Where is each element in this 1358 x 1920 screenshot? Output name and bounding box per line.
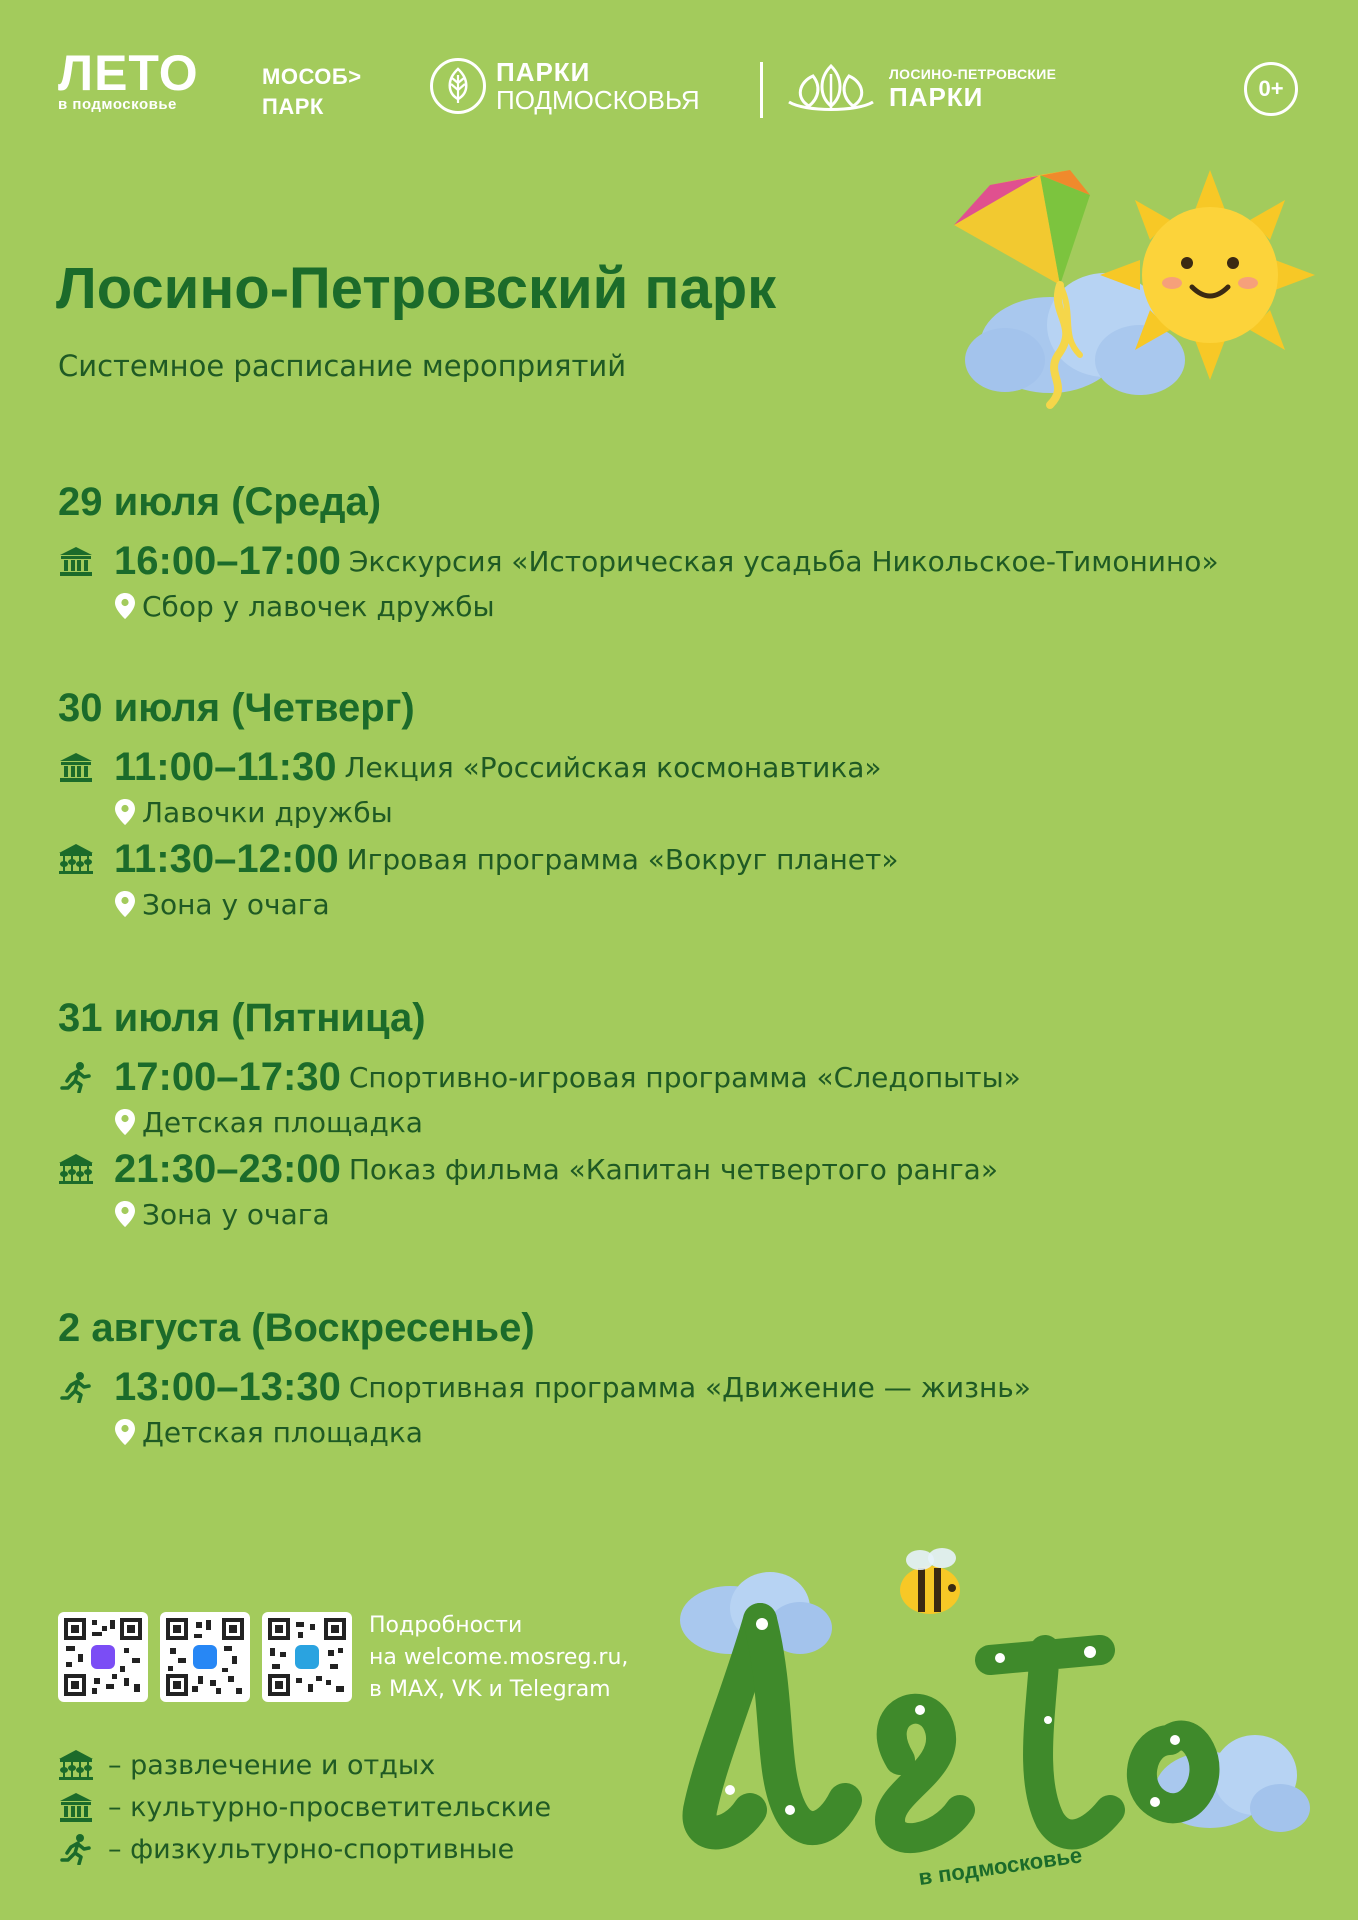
- more-info-text: [369, 1610, 628, 1706]
- event-name: Показ фильма «Капитан четвертого ранга»: [348, 1152, 998, 1186]
- event-place: Детская площадка: [142, 1415, 423, 1449]
- event-place: Зона у очага: [142, 1197, 330, 1231]
- mosobl-logo-line2: ПАРК: [262, 94, 324, 119]
- day-block: [58, 992, 1021, 1234]
- qr-codes: [58, 1612, 364, 1702]
- leto-decor-subtitle: в подмосковье: [916, 1842, 1084, 1891]
- bee-icon: [900, 1548, 960, 1614]
- event-item: [58, 1052, 1021, 1142]
- lp-logo-line1: ЛОСИНО-ПЕТРОВСКИЕ: [889, 66, 1057, 82]
- qr-code-vk[interactable]: [160, 1612, 250, 1702]
- location-pin-icon: [114, 592, 136, 620]
- parks-logo-line2: ПОДМОСКОВЬЯ: [496, 85, 700, 115]
- legend-item: [58, 1828, 551, 1870]
- day-title: 31 июля (Пятница): [58, 996, 426, 1040]
- event-time: 11:00–11:30: [114, 744, 337, 789]
- page-subtitle: Системное расписание мероприятий: [58, 349, 627, 383]
- header-divider: [760, 62, 763, 118]
- mosobl-logo-line1: МОСОБ>: [262, 64, 362, 89]
- telegram-icon: [295, 1645, 319, 1669]
- museum-icon: [58, 751, 94, 783]
- legend-text: – физкультурно-спортивные: [108, 1833, 515, 1865]
- vk-icon: [193, 1645, 217, 1669]
- day-title: 2 августа (Воскресенье): [58, 1306, 535, 1350]
- leto-logo: [58, 45, 199, 114]
- info-line: Подробности: [369, 1613, 523, 1638]
- leaf-icon: [430, 58, 486, 114]
- event-item: [58, 834, 898, 924]
- legend: [58, 1744, 551, 1870]
- location-pin-icon: [114, 798, 136, 826]
- event-name: Лекция «Российская космонавтика»: [344, 750, 882, 784]
- day-block: [58, 476, 1219, 626]
- event-place: Зона у очага: [142, 887, 330, 921]
- leaves-icon: [785, 60, 877, 116]
- losino-petrovskie-parks-logo: [785, 60, 1056, 116]
- page-title: Лосино-Петровский парк: [56, 256, 777, 321]
- event-item: [58, 1144, 1021, 1234]
- runner-icon: [58, 1061, 94, 1093]
- location-pin-icon: [114, 1418, 136, 1446]
- event-item: [58, 1362, 1031, 1452]
- day-block: [58, 682, 898, 924]
- event-name: Спортивно-игровая программа «Следопыты»: [348, 1060, 1021, 1094]
- kite-sun-cloud-illustration: [950, 165, 1320, 425]
- qr-code-telegram[interactable]: [262, 1612, 352, 1702]
- day-block: [58, 1302, 1031, 1452]
- location-pin-icon: [114, 890, 136, 918]
- event-time: 21:30–23:00: [114, 1146, 341, 1191]
- day-title: 29 июля (Среда): [58, 480, 382, 524]
- legend-text: – культурно-просветительские: [108, 1791, 552, 1823]
- leto-grass-illustration: [670, 1540, 1310, 1900]
- legend-text: – развлечение и отдых: [108, 1749, 436, 1781]
- parks-logo-line1: ПАРКИ: [496, 57, 591, 87]
- max-icon: [91, 1645, 115, 1669]
- mosobl-park-logo: [262, 62, 362, 122]
- parks-podmoskovya-logo: [430, 58, 700, 114]
- event-item: [58, 742, 898, 832]
- leto-logo-subtitle: в подмосковье: [58, 96, 177, 113]
- info-line: в MAX, VK и Telegram: [369, 1677, 611, 1702]
- legend-item: [58, 1744, 551, 1786]
- museum-icon: [58, 545, 94, 577]
- event-place: Лавочки дружбы: [142, 795, 393, 829]
- location-pin-icon: [114, 1200, 136, 1228]
- info-link[interactable]: на welcome.mosreg.ru,: [369, 1645, 629, 1670]
- day-title: 30 июля (Четверг): [58, 686, 415, 730]
- museum-icon: [58, 1791, 94, 1823]
- location-pin-icon: [114, 1108, 136, 1136]
- event-name: Спортивная программа «Движение — жизнь»: [348, 1370, 1031, 1404]
- qr-code-max[interactable]: [58, 1612, 148, 1702]
- event-item: [58, 536, 1219, 626]
- carousel-icon: [58, 1153, 94, 1185]
- runner-icon: [58, 1833, 94, 1865]
- leto-grass-lettering: [700, 1620, 1205, 1838]
- event-place: Сбор у лавочек дружбы: [142, 589, 495, 623]
- event-name: Экскурсия «Историческая усадьба Никольское-Тимонино»: [348, 544, 1219, 578]
- lp-logo-line2: ПАРКИ: [889, 82, 984, 112]
- event-name: Игровая программа «Вокруг планет»: [346, 842, 899, 876]
- runner-icon: [58, 1371, 94, 1403]
- event-time: 13:00–13:30: [114, 1364, 341, 1409]
- carousel-icon: [58, 843, 94, 875]
- event-time: 16:00–17:00: [114, 538, 341, 583]
- age-rating-badge: 0+: [1244, 62, 1298, 116]
- leto-logo-title: ЛЕТО: [58, 45, 199, 101]
- event-time: 11:30–12:00: [114, 836, 339, 881]
- legend-item: [58, 1786, 551, 1828]
- carousel-icon: [58, 1749, 94, 1781]
- event-place: Детская площадка: [142, 1105, 423, 1139]
- event-time: 17:00–17:30: [114, 1054, 341, 1099]
